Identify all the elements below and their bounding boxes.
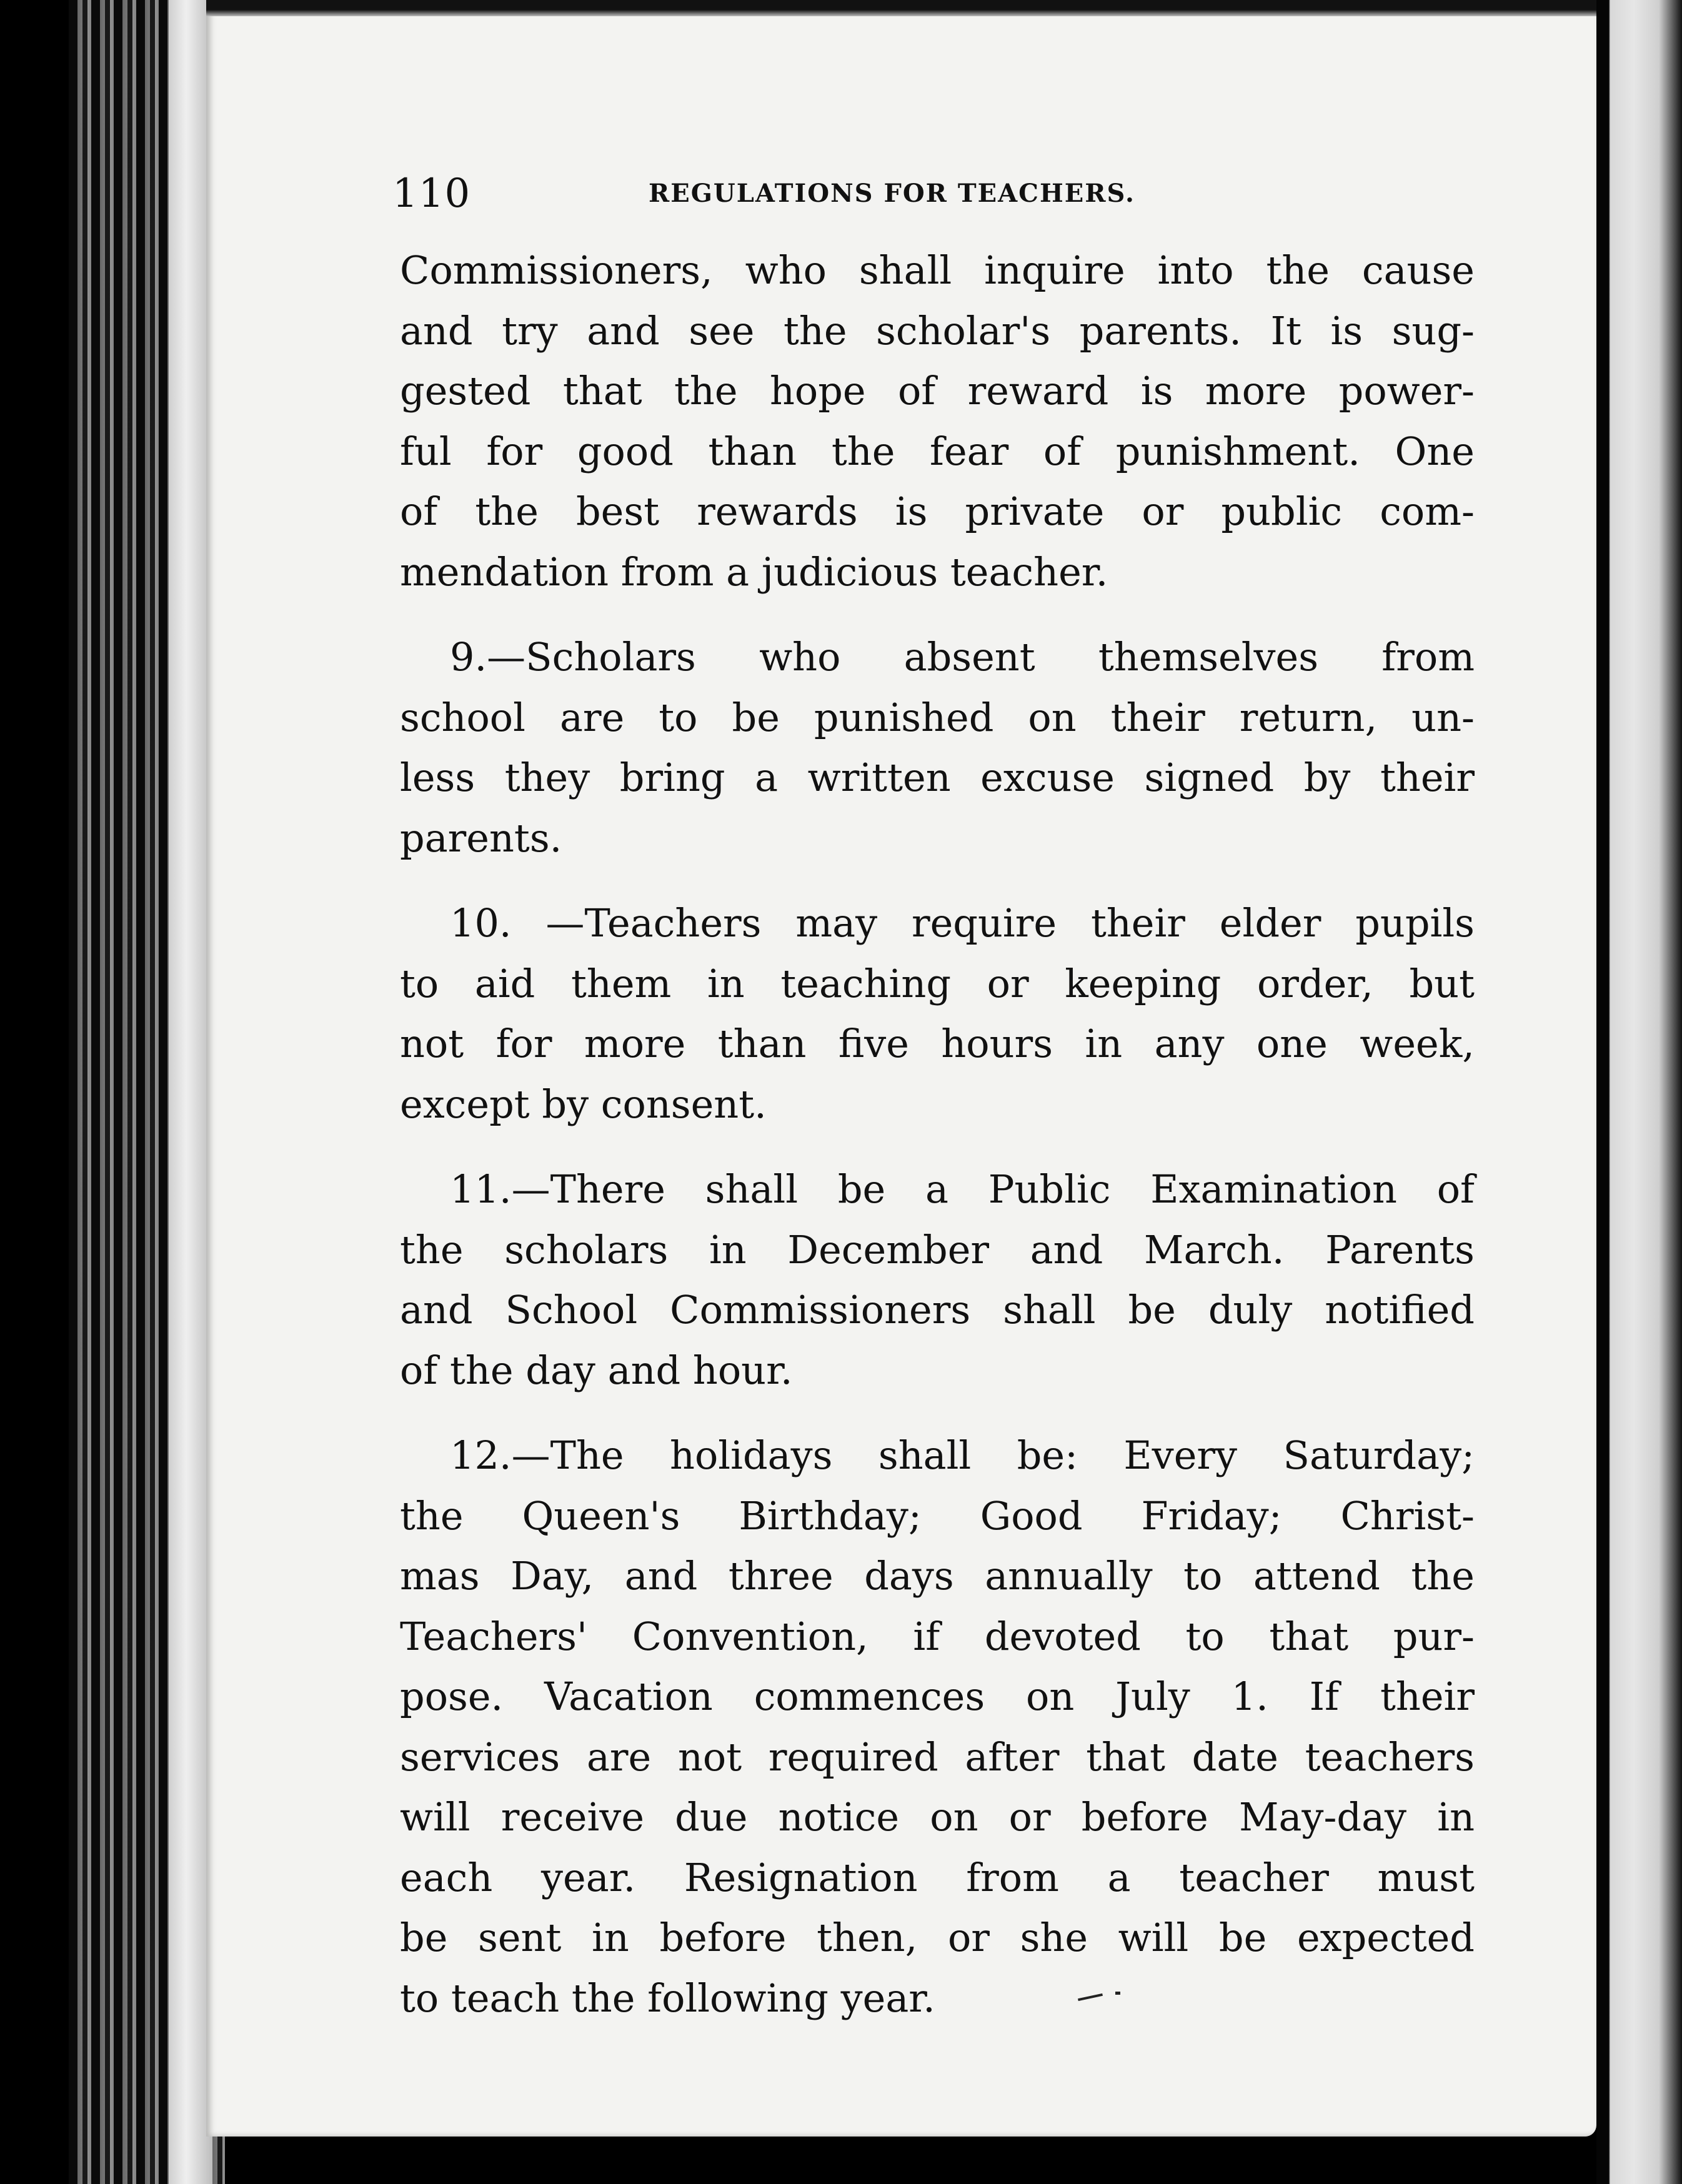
text-line: be sent in before then, or she will be expected — [400, 1915, 1475, 1960]
paragraph-continued — [400, 241, 1475, 602]
right-page-edge — [1596, 0, 1682, 2184]
text-line: 10. —Teachers may require their elder pupils — [450, 900, 1475, 946]
text-line: 9.—Scholars who absent themselves from — [450, 634, 1475, 680]
page-number: 110 — [392, 171, 471, 217]
ink-speck — [1115, 1992, 1120, 1995]
text-line: school are to be punished on their return, un- — [400, 694, 1475, 740]
text-line: gested that the hope of reward is more power- — [400, 368, 1475, 414]
text-line: will receive due notice on or before May-day in — [400, 1794, 1475, 1840]
text-line: and try and see the scholar's parents. It is sug- — [400, 307, 1475, 354]
text-line: pose. Vacation commences on July 1. If their — [400, 1674, 1475, 1719]
text-line: and School Commissioners shall be duly notified — [400, 1287, 1475, 1333]
text-line: of the day and hour. — [400, 1347, 793, 1393]
text-line: less they bring a written excuse signed by their — [400, 755, 1475, 800]
rule-9-paragraph — [400, 627, 1475, 868]
text-line: except by consent. — [400, 1081, 767, 1127]
text-line: 11.—There shall be a Public Examination of — [450, 1166, 1475, 1212]
top-shadow-edge — [206, 0, 1596, 16]
rule-11-paragraph — [400, 1159, 1475, 1401]
text-line: the scholars in December and March. Parents — [400, 1226, 1475, 1273]
text-line: to teach the following year. — [400, 1975, 935, 2021]
text-line: services are not required after that date teachers — [400, 1734, 1475, 1780]
text-line: 12.—The holidays shall be: Every Saturday; — [450, 1432, 1475, 1478]
text-line: ful for good than the fear of punishment. One — [400, 428, 1475, 474]
body-text — [400, 241, 1475, 2028]
text-line: Teachers' Convention, if devoted to that pur- — [400, 1613, 1475, 1659]
text-line: mas Day, and three days annually to attend the — [400, 1553, 1475, 1599]
running-head — [392, 166, 1455, 222]
page-header-title: REGULATIONS FOR TEACHERS. — [649, 179, 1135, 208]
text-line: to aid them in teaching or keeping order, but — [400, 960, 1475, 1006]
rule-12-paragraph — [400, 1426, 1475, 2028]
text-line: not for more than five hours in any one week, — [400, 1021, 1475, 1066]
rule-10-paragraph — [400, 893, 1475, 1134]
text-line: each year. Resignation from a teacher must — [400, 1854, 1475, 1900]
text-line: mendation from a judicious teacher. — [400, 548, 1108, 595]
text-line: parents. — [400, 815, 562, 861]
text-line: the Queen's Birthday; Good Friday; Christ- — [400, 1492, 1475, 1539]
text-line: of the best rewards is private or public com- — [400, 489, 1475, 534]
text-line: Commissioners, who shall inquire into the cause — [400, 247, 1475, 293]
